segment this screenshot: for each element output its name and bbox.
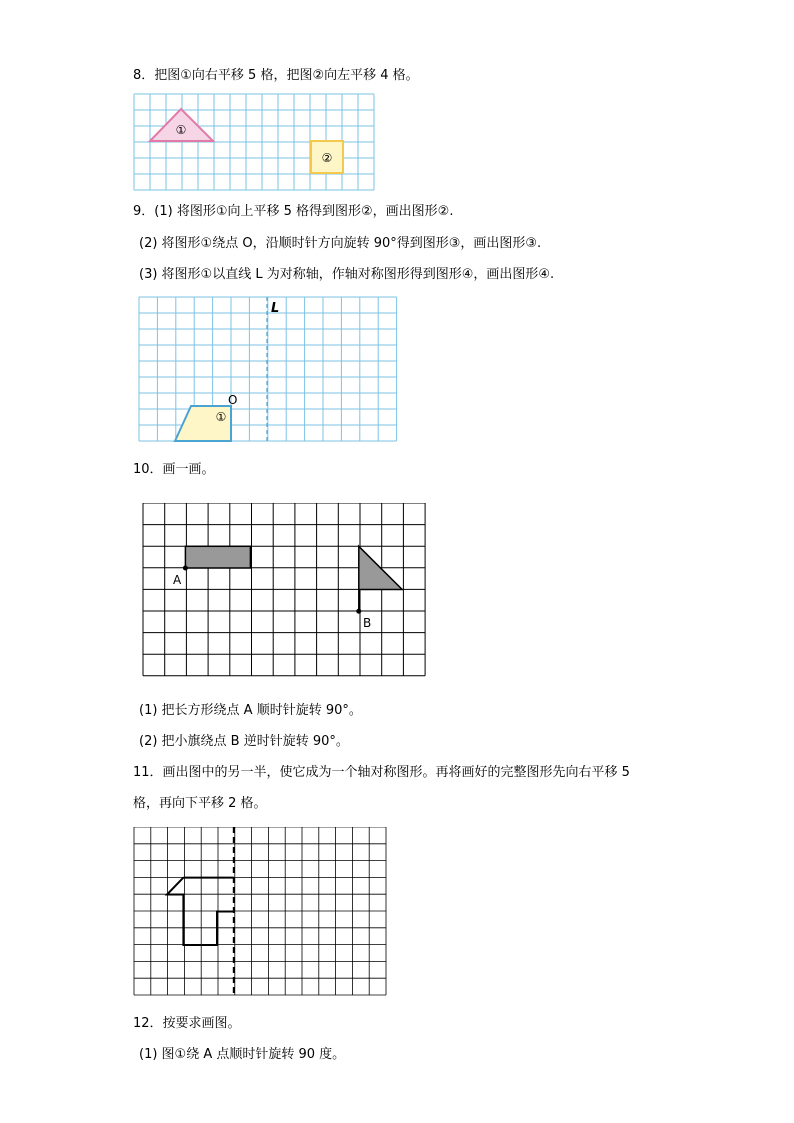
q11-grid-figure — [133, 827, 387, 999]
q9-line-1: 9．(1) 将图形①向上平移 5 格得到图形②，画出图形②. — [133, 204, 454, 219]
q10-rectangle-shape — [185, 546, 250, 568]
q11-line-2: 格，再向下平移 2 格。 — [133, 796, 267, 811]
q9-grid-lines — [139, 297, 397, 441]
q10-grid-figure — [142, 503, 426, 679]
q10-title: 10．画一画。 — [133, 462, 215, 477]
q8-label-1: ① — [175, 123, 187, 137]
q8-grid-figure — [133, 93, 377, 191]
q9-label-1: ① — [215, 410, 227, 424]
q11-line-1: 11．画出图中的另一半，使它成为一个轴对称图形。再将画好的完整图形先向右平移 5 — [133, 765, 630, 780]
q10-point-A — [183, 566, 188, 571]
q10-sub-2: (2) 把小旗绕点 B 逆时针旋转 90°。 — [139, 734, 349, 749]
q9-line-2: (2) 将图形①绕点 O，沿顺时针方向旋转 90°得到图形③，画出图形③. — [139, 236, 542, 251]
q10-sub-1: (1) 把长方形绕点 A 顺时针旋转 90°。 — [139, 703, 362, 718]
q9-label-O: O — [228, 393, 238, 407]
q8-text: 8．把图①向右平移 5 格，把图②向左平移 4 格。 — [133, 68, 419, 83]
q8-label-2: ② — [321, 151, 333, 165]
q10-label-B: B — [363, 616, 372, 630]
q9-line-3: (3) 将图形①以直线 L 为对称轴，作轴对称图形得到图形④，画出图形④. — [139, 267, 555, 282]
q10-label-A: A — [173, 573, 182, 587]
q12-title: 12．按要求画图。 — [133, 1016, 241, 1031]
q9-label-L: L — [271, 301, 280, 316]
q12-sub-1: (1) 图①绕 A 点顺时针旋转 90 度。 — [139, 1047, 346, 1062]
q9-grid-figure — [137, 295, 399, 445]
q10-point-B — [356, 609, 361, 614]
q11-grid-lines — [134, 827, 386, 995]
